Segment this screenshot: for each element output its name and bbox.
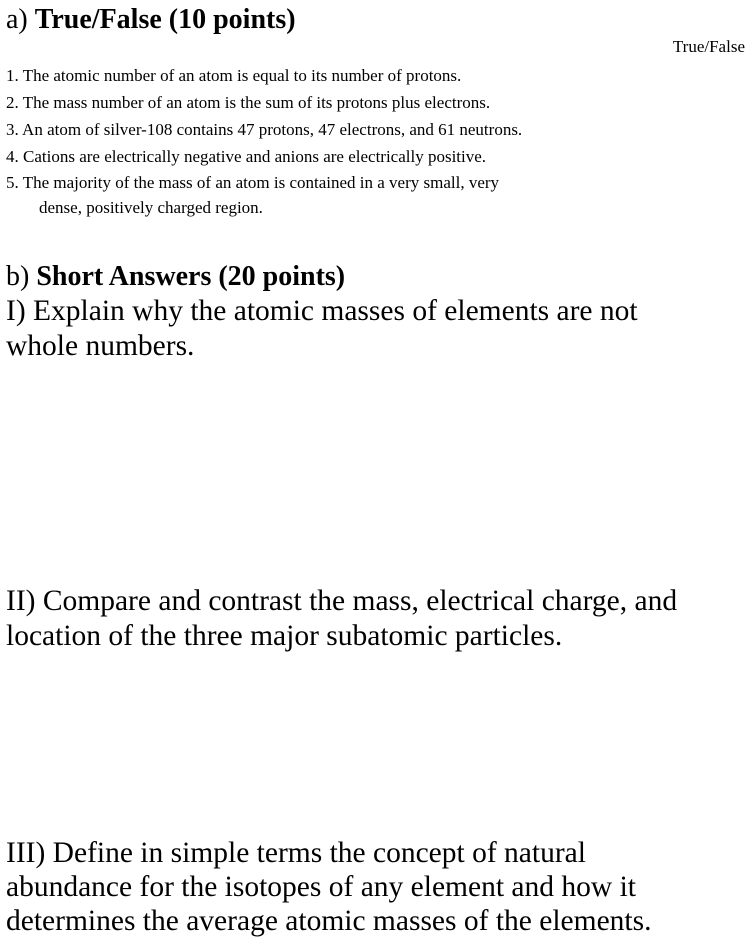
- section-b-title: Short Answers (20 points): [36, 261, 346, 292]
- question-line: I) Explain why the atomic masses of elements are not: [6, 295, 638, 327]
- true-false-list: [6, 62, 522, 220]
- question-line: II) Compare and contrast the mass, electrical charge, and: [6, 585, 678, 617]
- question-2: [6, 584, 677, 654]
- section-a-title: True/False (10 points): [34, 4, 296, 35]
- list-item: 1. The atomic number of an atom is equal to its number of protons.: [6, 66, 462, 85]
- list-item: 3. An atom of silver-108 contains 47 protons, 47 electrons, and 61 neutrons.: [6, 120, 523, 139]
- true-false-column-label: True/False: [672, 37, 745, 56]
- question-line: determines the average atomic masses of the elements.: [6, 905, 652, 937]
- section-b-prefix: b): [6, 261, 30, 292]
- section-a-heading: [6, 4, 296, 36]
- question-line: whole numbers.: [6, 330, 195, 362]
- list-item: 5. The majority of the mass of an atom is contained in a very small, very: [6, 173, 500, 192]
- question-line: III) Define in simple terms the concept of natural: [6, 837, 586, 869]
- list-item: 2. The mass number of an atom is the sum of its protons plus electrons.: [6, 93, 491, 112]
- question-line: abundance for the isotopes of any element and how it: [6, 871, 636, 903]
- question-line: location of the three major subatomic particles.: [6, 620, 563, 652]
- question-3: [6, 836, 651, 938]
- list-item: 4. Cations are electrically negative and anions are electrically positive.: [6, 147, 487, 166]
- question-1: [6, 294, 638, 364]
- section-a-prefix: a): [6, 4, 28, 35]
- list-item-continuation: dense, positively charged region.: [39, 198, 263, 217]
- section-b-heading: [6, 261, 345, 293]
